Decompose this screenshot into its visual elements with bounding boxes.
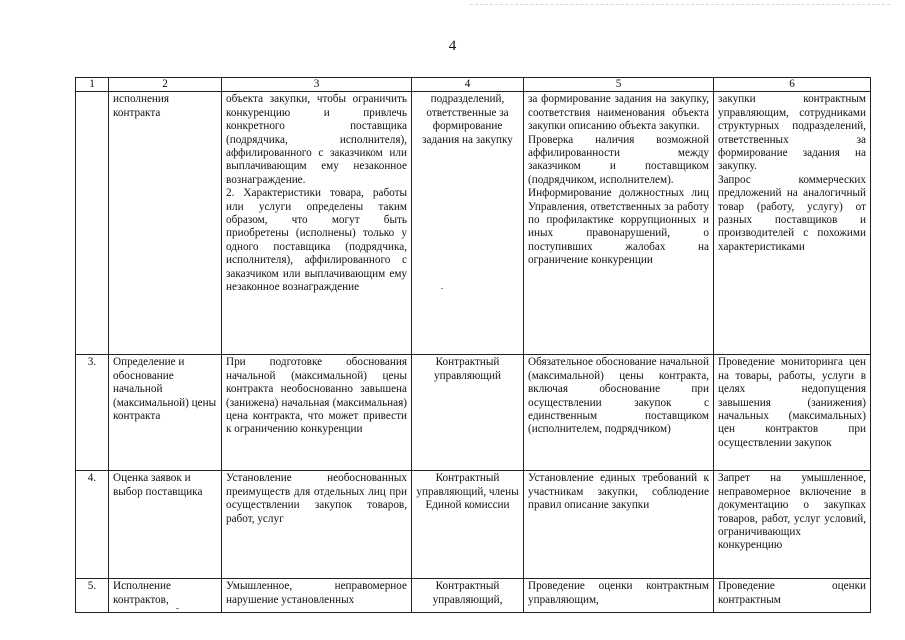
table-row [76,355,871,471]
scan-speck [441,288,443,289]
row-number [76,92,109,355]
table-row [76,92,871,355]
table-row [76,579,871,613]
risk-cell: Умышленное, неправомерное нарушение установленных [222,579,412,613]
table-header-row [76,78,871,92]
measures-cell: за формирование задания на закупку, соответствия наименования объекта закупки описанию объекта закупки. Проверка наличия возможной аффилированности между заказчиком и поставщиком (подрядчиком, исполнителем). Информирование должностных лиц Управления, ответственных за работу по профилактике коррупционных и иных правонарушений, о поступивших жалобах на ограничение конкуренции [524,92,714,355]
stage-cell: исполнения контракта [109,92,222,355]
stage-cell: Оценка заявок и выбор поставщика [109,471,222,579]
header-cell-4: 4 [412,78,524,92]
header-cell-1: 1 [76,78,109,92]
header-cell-6: 6 [714,78,871,92]
risk-cell: объекта закупки, чтобы ограничить конкуренцию и привлечь конкретного поставщика (подрядчика, исполнителя), аффилированного с заказчиком или выплачивающим ему незаконное вознаграждение. 2. Характеристики товара, работы или услуги определены таким образом, что могут быть приобретены (исполнены) только у одного поставщика (подрядчика, исполнителя), аффилированного с заказчиком или выплачивающим ему незаконное вознаграждение [222,92,412,355]
risk-cell: Установление необоснованных преимуществ для отдельных лиц при осуществлении закупок товаров, работ, услуг [222,471,412,579]
measures-cell: Установление единых требований к участникам закупки, соблюдение правил описание закупки [524,471,714,579]
row-number: 4. [76,471,109,579]
risk-cell: При подготовке обоснования начальной (максимальной) цены контракта необоснованно завышена (занижена) начальная (максимальная) цена контракта, что может привести к ограничению конкуренции [222,355,412,471]
measures-cell: Обязательное обоснование начальной (максимальной) цены контракта, включая обоснование при осуществлении закупок с единственным поставщиком (исполнителем, подрядчиком) [524,355,714,471]
header-cell-3: 3 [222,78,412,92]
actions-cell: Проведение мониторинга цен на товары, работы, услуги в целях недопущения завышения (занижения) начальных (максимальных) цен контрактов при осуществлении закупок [714,355,871,471]
row-number: 3. [76,355,109,471]
responsible-cell: подразделений, ответственные за формирование задания на закупку [412,92,524,355]
responsible-cell: Контрактный управляющий, [412,579,524,613]
table-row [76,471,871,579]
scan-speck [176,608,179,609]
actions-cell: Запрет на умышленное, неправомерное включение в документацию о закупках товаров, работ, услуг условий, ограничивающих конкуренцию [714,471,871,579]
procurement-risk-table [75,77,871,613]
actions-cell: закупки контрактным управляющим, сотрудниками структурных подразделений, ответственных за формирование задания на закупку. Запрос коммерческих предложений на аналогичный товар (работу, услугу) от разных поставщиков и производителей с похожими характеристиками [714,92,871,355]
actions-cell: Проведение оценки контрактным [714,579,871,613]
scan-artifact-line [470,4,890,5]
stage-cell: Исполнение контрактов, [109,579,222,613]
stage-cell: Определение и обоснование начальной (максимальной) цены контракта [109,355,222,471]
measures-cell: Проведение оценки контрактным управляющим, [524,579,714,613]
page-number: 4 [448,38,457,54]
header-cell-2: 2 [109,78,222,92]
row-number: 5. [76,579,109,613]
responsible-cell: Контрактный управляющий, члены Единой комиссии [412,471,524,579]
responsible-cell: Контрактный управляющий [412,355,524,471]
header-cell-5: 5 [524,78,714,92]
